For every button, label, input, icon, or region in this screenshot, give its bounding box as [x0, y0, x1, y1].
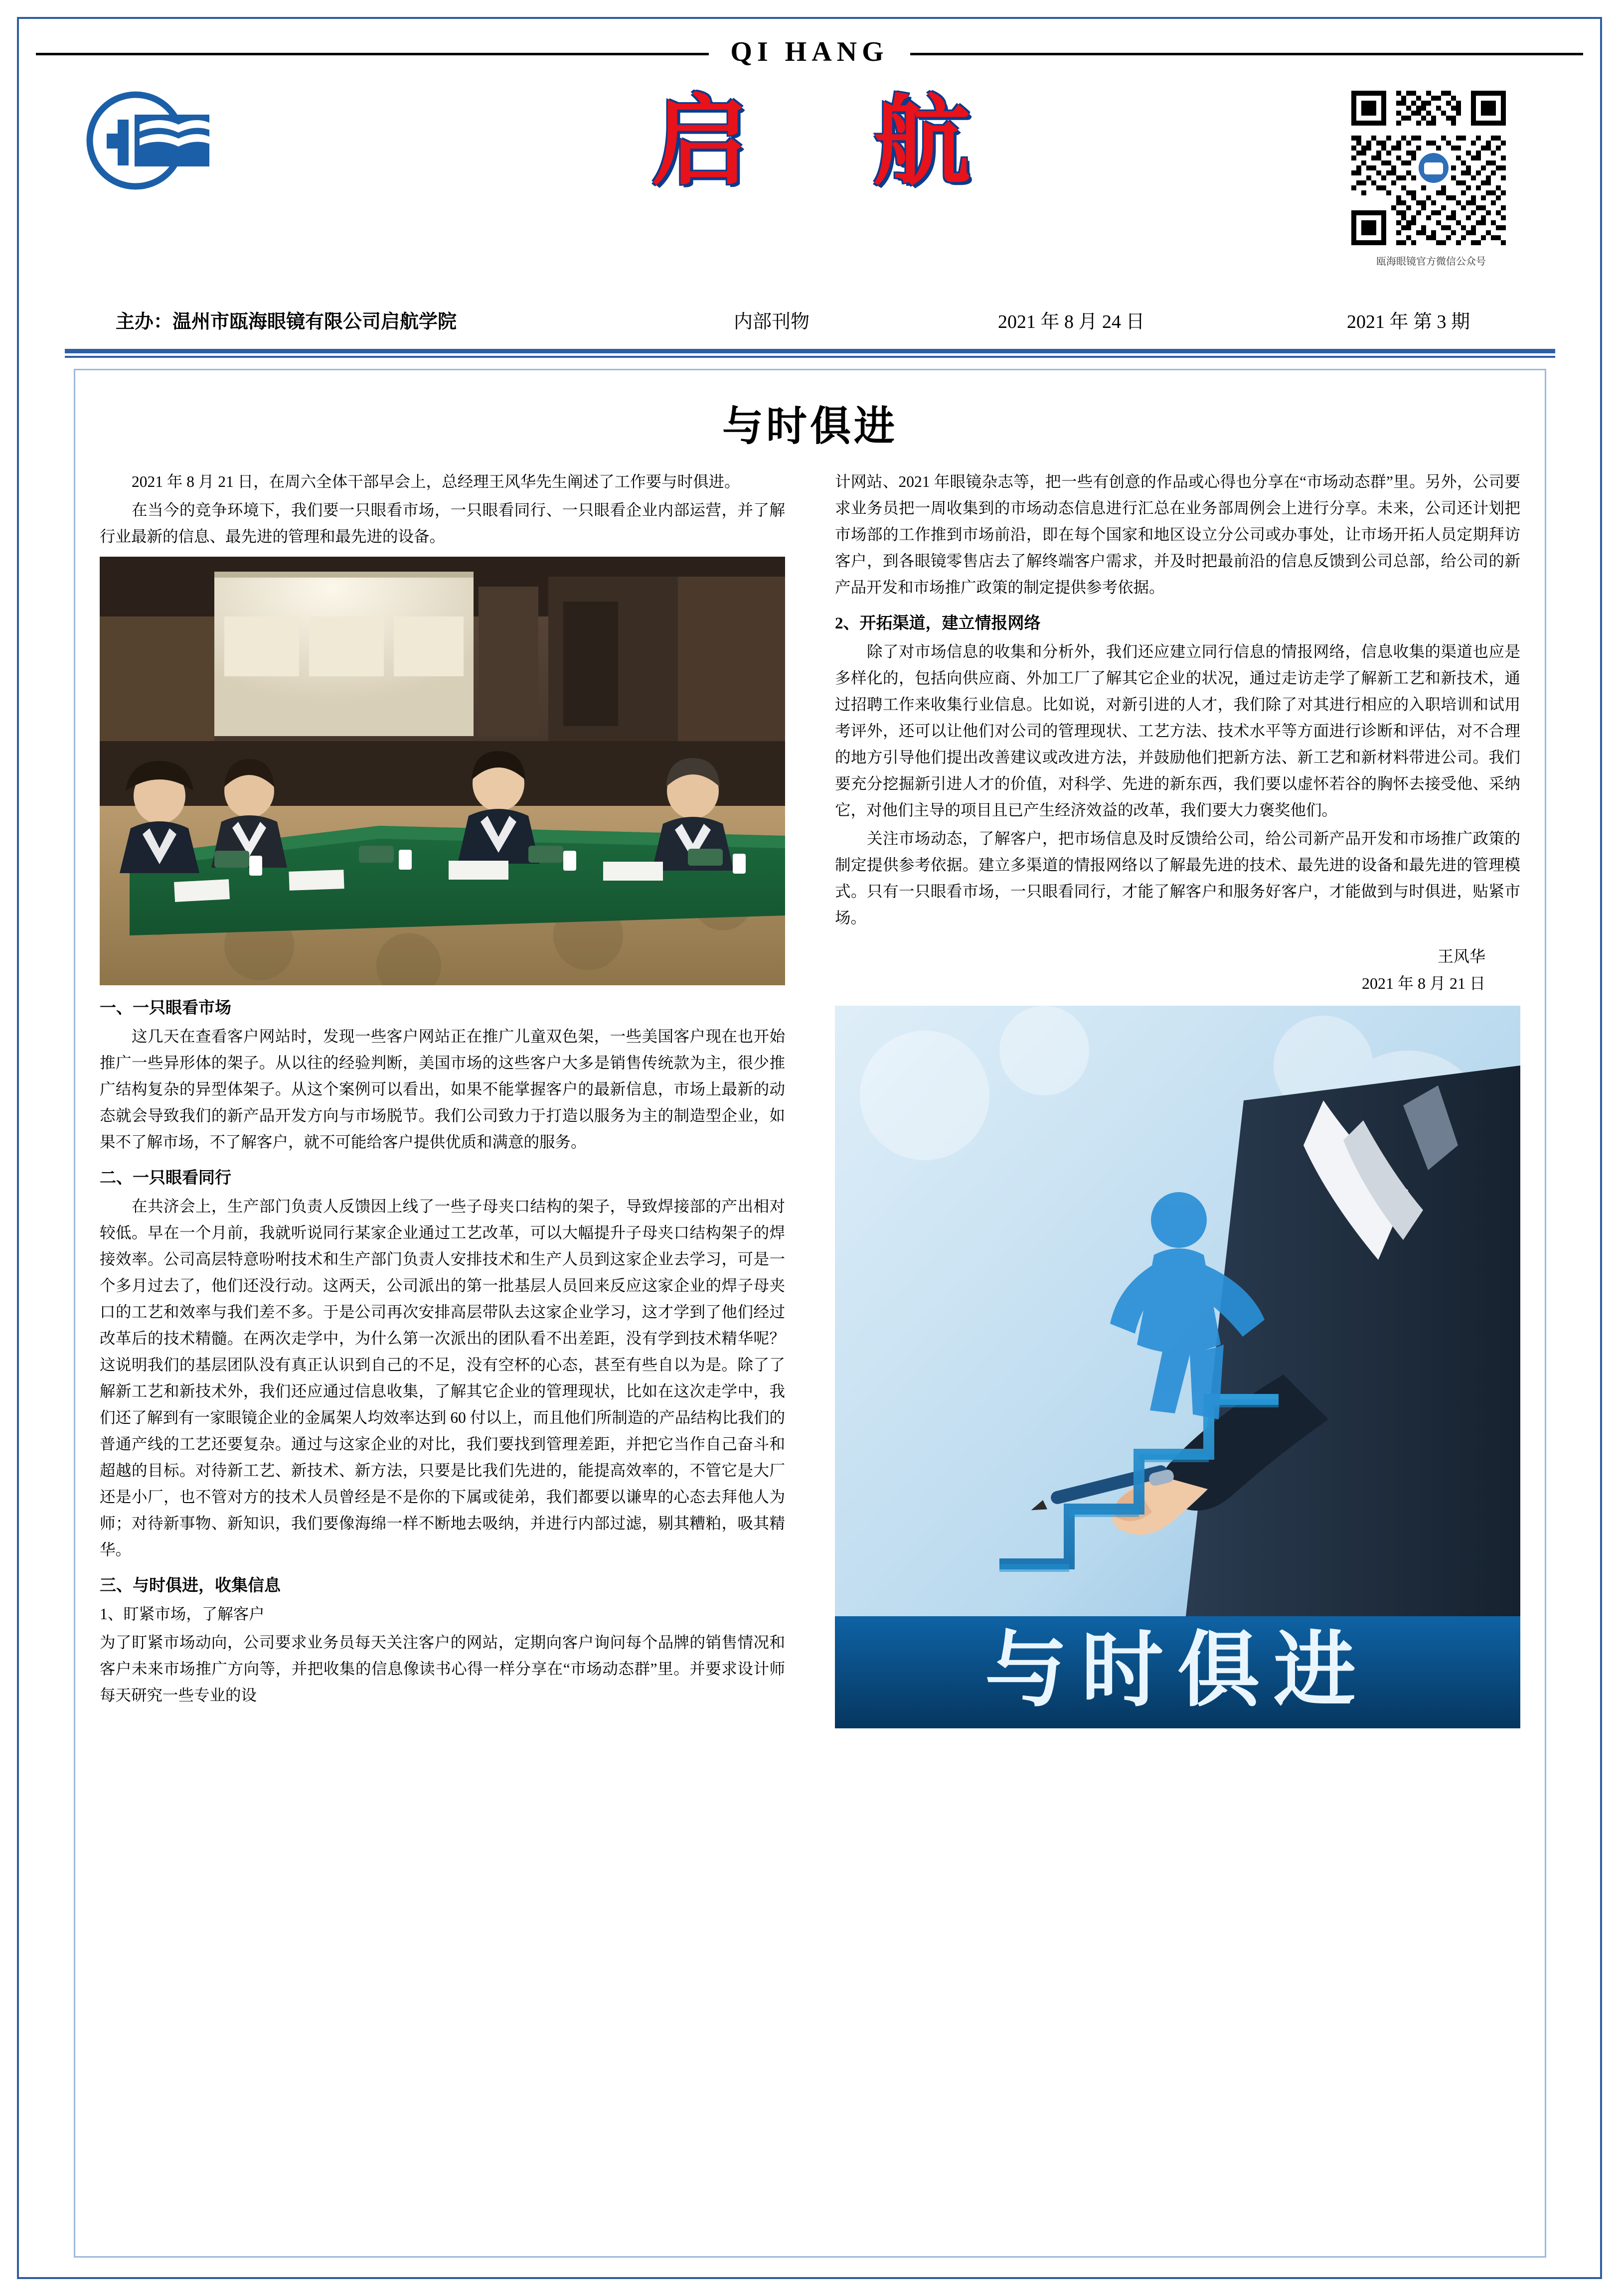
divider-thick	[65, 349, 1555, 353]
paragraph: 在共济会上，生产部门负责人反馈因上线了一些子母夹口结构的架子，导致焊接部的产出相对较低。早在一个月前，我就听说同行某家企业通过工艺改革，可以大幅提升子母夹口结构架子的焊接效率。公司高层特意吩咐技术和生产部门负责人安排技术和生产人员到这家企业去学习，可是一个多月过去了，他们还没行动。这两天，公司派出的第一批基层人员回来反应这家企业的焊子母夹口的工艺和效率与我们差不多。于是公司再次安排高层带队去这家企业学习，这才学到了他们经过改革后的技术精髓。在两次走学中，为什么第一次派出的团队看不出差距，没有学到技术精华呢？这说明我们的基层团队没有真正认识到自己的不足，没有空杯的心态，甚至有些自以为是。除了了解新工艺和新技术外，我们还应通过信息收集，了解其它企业的管理现状，比如在这次走学中，我们还了解到有一家眼镜企业的金属架人均效率达到 60 付以上，而且他们所制造的产品结构比我们的普通产线的工艺还要复杂。通过与这家企业的对比，我们要找到管理差距，并把它当作自己奋斗和超越的目标。对待新工艺、新技术、新方法，只要是比我们先进的，能提高效率的，不管它是大厂还是小厂，也不管对方的技术人员曾经是不是你的下属或徒弟，我们都要以谦卑的心态去拜他人为师；对待新事物、新知识，我们要像海绵一样不断地去吸纳，并进行内部过滤，剔其糟粕，吸其精华。	[100, 1198, 785, 1558]
poster-photo	[835, 1006, 1520, 1728]
english-title: QI HANG	[730, 36, 889, 67]
svg-text:与时俱进: 与时俱进	[985, 1621, 1370, 1718]
masthead-body	[36, 71, 1583, 290]
paragraph: 计网站、2021 年眼镜杂志等，把一些有创意的作品或心得也分享在“市场动态群”里。另外，公司要求业务员把一周收集到的市场动态信息进行汇总在业务部周例会上进行分享。未来，公司还计划把市场部的工作推到市场前沿，即在每个国家和地区设立分公司或办事处，让市场开拓人员定期拜访客户，到各眼镜零售店去了解终端客户需求，并及时把最前沿的信息反馈到公司总部，给公司的新产品开发和市场推广政策的制定提供参考依据。	[835, 473, 1520, 596]
publication-kind: 内部刊物	[734, 311, 810, 332]
section-heading: 2、开拓渠道，建立情报网络	[835, 614, 1041, 632]
section-heading: 二、一只眼看同行	[100, 1169, 231, 1187]
article-columns	[100, 468, 1520, 2233]
paragraph: 关注市场动态，了解客户，把市场信息及时反馈给公司，给公司新产品开发和市场推广政策的制定提供参考依据。建立多渠道的情报网络以了解最先进的技术、最先进的设备和最先进的管理模式。只有一只眼看市场，一只眼看同行，才能了解客户和服务好客户，才能做到与时俱进，贴紧市场。	[835, 830, 1520, 926]
paragraph: 为了盯紧市场动向，公司要求业务员每天关注客户的网站，定期向客户询问每个品牌的销售情况和客户未来市场推广方向等，并把收集的信息像读书心得一样分享在“市场动态群”里。并要求设计师每天研究一些专业的设	[100, 1634, 785, 1704]
paragraph: 在当今的竞争环境下，我们要一只眼看市场，一只眼看同行、一只眼看企业内部运营，并了解行业最新的信息、最先进的管理和最先进的设备。	[100, 501, 785, 545]
section-heading: 三、与时俱进，收集信息	[100, 1577, 281, 1595]
qr-code-icon	[1346, 86, 1516, 250]
paragraph: 除了对市场信息的收集和分析外，我们还应建立同行信息的情报网络，信息收集的渠道也应是多样化的，包括向供应商、外加工厂了解其它企业的状况，通过走访走学了解新工艺和新技术，通过招聘工作来收集行业信息。比如说，对新引进的人才，我们除了对其进行相应的入职培训和试用考评外，还可以让他们对公司的管理现状、工艺方法、技术水平等方面进行诊断和评估，对不合理的地方引导他们提出改善建议或改进方法，并鼓励他们把新方法、新工艺和新材料带进公司。我们要充分挖掘新引进人才的价值，对科学、先进的新东西，我们要以虚怀若谷的胸怀去接受他、采纳它，对他们主导的项目且已产生经济效益的改革，我们要大力褒奖他们。	[835, 643, 1520, 819]
divider-double-rule	[65, 349, 1555, 358]
issue-number: 2021 年 第 3 期	[1347, 311, 1470, 332]
company-logo	[81, 86, 230, 205]
article-title: 与时俱进	[722, 404, 898, 449]
section-heading: 一、一只眼看市场	[100, 999, 231, 1017]
subsection-heading: 1、盯紧市场，了解客户	[100, 1605, 265, 1623]
paragraph: 这几天在查看客户网站时，发现一些客户网站正在推广儿童双色架，一些美国客户现在也开始推广一些异形体的架子。从以往的经验判断，美国市场的这些客户大多是销售传统款为主，很少推广结构复杂的异型体架子。从这个案例可以看出，如果不能掌握客户的最新信息，市场上最新的动态就会导致我们的新产品开发方向与市场脱节。我们公司致力于打造以服务为主的制造型企业，如果不了解市场，不了解客户，就不可能给客户提供优质和满意的服务。	[100, 1028, 785, 1151]
sponsor-label: 主办：温州市瓯海眼镜有限公司启航学院	[116, 311, 457, 332]
meeting-photo	[100, 557, 785, 985]
qr-code-block	[1334, 86, 1528, 268]
column-left	[100, 468, 785, 1710]
column-right	[835, 468, 1520, 1728]
divider-thin	[65, 356, 1555, 358]
signature-date: 2021 年 8 月 21 日	[1361, 974, 1485, 992]
masthead-info-line	[36, 299, 1583, 344]
publication-title: 启 航	[651, 84, 1016, 199]
paragraph: 2021 年 8 月 21 日，在周六全体干部早会上，总经理王风华先生阐述了工作要与时俱进。	[132, 473, 740, 490]
qr-caption: 瓯海眼镜官方微信公众号	[1376, 256, 1486, 267]
publication-date: 2021 年 8 月 24 日	[998, 311, 1145, 332]
masthead	[36, 36, 1583, 345]
masthead-rule	[36, 36, 1583, 71]
signature-name: 王风华	[1437, 947, 1485, 965]
